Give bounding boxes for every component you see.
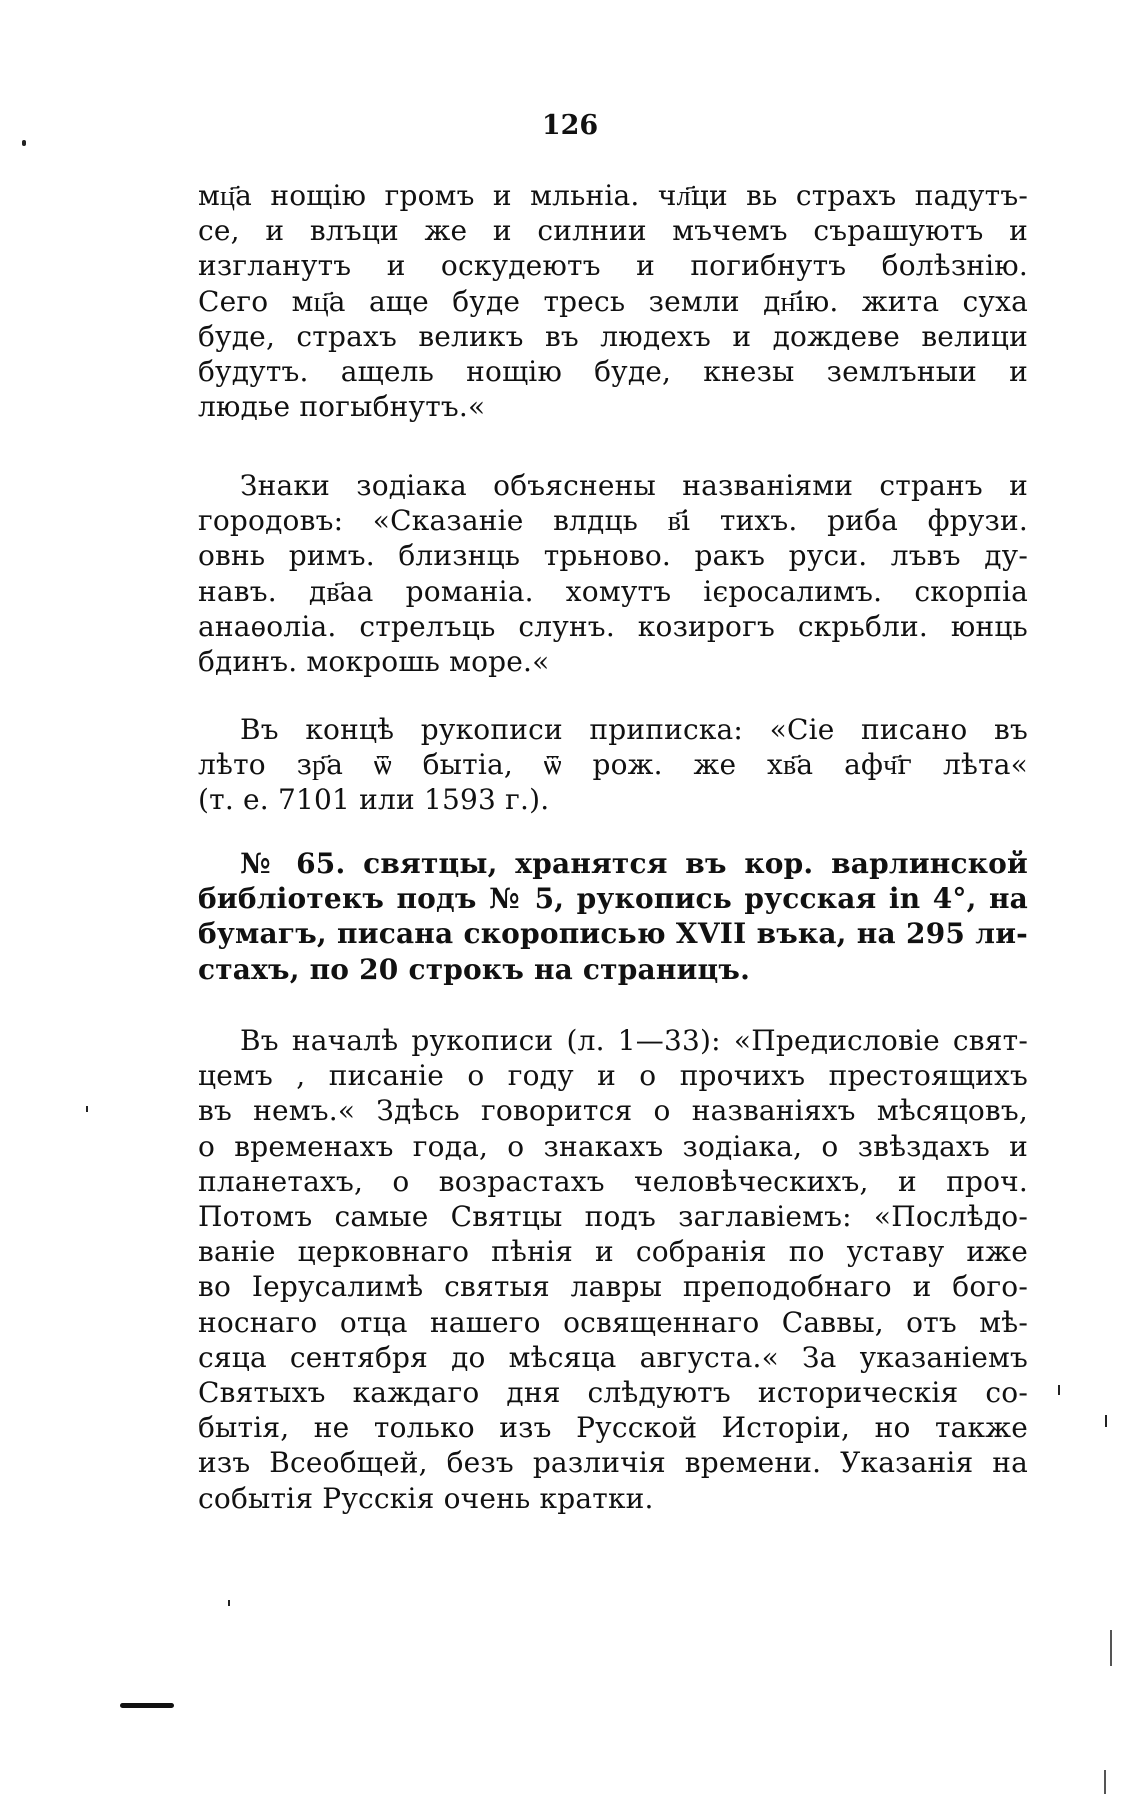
text-line: событія Русскія очень кратки. bbox=[198, 1481, 654, 1515]
ink-speck bbox=[1105, 1415, 1107, 1427]
text-line: Знаки зодіака объяснены названіями странъ и bbox=[240, 469, 1028, 502]
text-line: се, и влъци же и силнии мъчемъ сърашуютъ и bbox=[198, 214, 1028, 248]
text-line: бытія, не только изъ Русской Исторіи, но также bbox=[198, 1411, 1028, 1445]
page-number: 126 bbox=[541, 110, 599, 141]
ink-speck bbox=[86, 1106, 88, 1112]
text-line: лѣто зр҃а ѿ бытіа, ѿ рож. же хв҃а афч҃г лѣта« bbox=[198, 748, 1028, 782]
text-line: буде, страхъ великъ въ людехъ и дождеве велици bbox=[198, 319, 1028, 353]
text-line: (т. е. 7101 или 1593 г.). bbox=[198, 783, 550, 817]
text-line: во Іерусалимѣ святыя лавры преподобнаго и бого- bbox=[198, 1270, 1028, 1304]
text-line: Святыхъ каждаго дня слѣдуютъ историческія со- bbox=[198, 1376, 1028, 1410]
paragraph-month-omens bbox=[198, 178, 1028, 424]
text-line: людье погыбнутъ.« bbox=[198, 390, 486, 424]
text-line: мц҃а нощію громъ и мльніа. чл҃ци вь страхъ падутъ- bbox=[198, 179, 1028, 212]
ink-speck bbox=[22, 140, 26, 146]
text-line: планетахъ, о возрастахъ человѣческихъ, и проч. bbox=[198, 1164, 1028, 1198]
text-line: бумагъ, писана скорописью XVII въка, на 295 ли- bbox=[198, 917, 1028, 951]
paragraph-colophon bbox=[198, 712, 1028, 818]
text-line: сяца сентября до мѣсяца августа.« За указаніемъ bbox=[198, 1340, 1028, 1374]
paragraph-manuscript-contents bbox=[198, 1023, 1028, 1516]
text-line: Сего мц҃а аще буде тресь земли дн҃ію. жита суха bbox=[198, 284, 1028, 318]
text-line: овнь римъ. близнць трьново. ракъ руси. лъвъ ду- bbox=[198, 539, 1028, 573]
margin-rule bbox=[1110, 1630, 1112, 1666]
text-line: будутъ. ащель нощію буде, кнезы землъныи и bbox=[198, 355, 1028, 389]
text-line: стахъ, по 20 строкъ на страницъ. bbox=[198, 952, 751, 986]
text-line: ваніе церковнаго пѣнія и собранія по уставу иже bbox=[198, 1235, 1028, 1269]
ink-speck bbox=[1058, 1385, 1060, 1395]
catalogue-entry-65 bbox=[198, 846, 1028, 987]
paragraph-zodiac-signs bbox=[198, 468, 1028, 679]
text-line: анаѳоліа. стрелъць слунъ. козирогъ скрьбли. юнць bbox=[198, 609, 1028, 643]
text-line: цемъ , писаніе о году и о прочихъ престоящихъ bbox=[198, 1059, 1028, 1093]
text-line: Потомъ самые Святцы подъ заглавіемъ: «Послѣдо- bbox=[198, 1200, 1028, 1234]
ink-dash-mark bbox=[120, 1703, 174, 1708]
margin-rule bbox=[1104, 1770, 1106, 1794]
text-line: изъ Всеобщей, безъ различія времени. Указанія на bbox=[198, 1446, 1028, 1480]
text-line: Въ концѣ рукописи приписка: «Сіе писано въ bbox=[240, 713, 1028, 746]
text-line: бдинъ. мокрошь море.« bbox=[198, 645, 550, 679]
text-line: носнаго отца нашего освященнаго Саввы, отъ мѣ- bbox=[198, 1305, 1028, 1339]
text-line: въ немъ.« Здѣсь говорится о названіяхъ мѣсяцовъ, bbox=[198, 1094, 1028, 1128]
text-line: городовъ: «Сказаніе влдць в҃і тихъ. риба фрузи. bbox=[198, 504, 1028, 538]
text-line: изгланутъ и оскудеютъ и погибнутъ болѣзнію. bbox=[198, 249, 1028, 283]
text-line: навъ. дв҃аа романіа. хомутъ ієросалимъ. скорпіа bbox=[198, 574, 1028, 608]
text-line: № 65. святцы, хранятся въ кор. варлинской bbox=[240, 847, 1028, 880]
text-line: о временахъ года, о знакахъ зодіака, о звѣздахъ и bbox=[198, 1129, 1028, 1163]
ink-speck bbox=[228, 1600, 230, 1606]
text-line: Въ началѣ рукописи (л. 1—33): «Предисловіе свят- bbox=[240, 1024, 1028, 1057]
text-line: библіотекъ подъ № 5, рукопись русская in 4°, на bbox=[198, 882, 1028, 916]
